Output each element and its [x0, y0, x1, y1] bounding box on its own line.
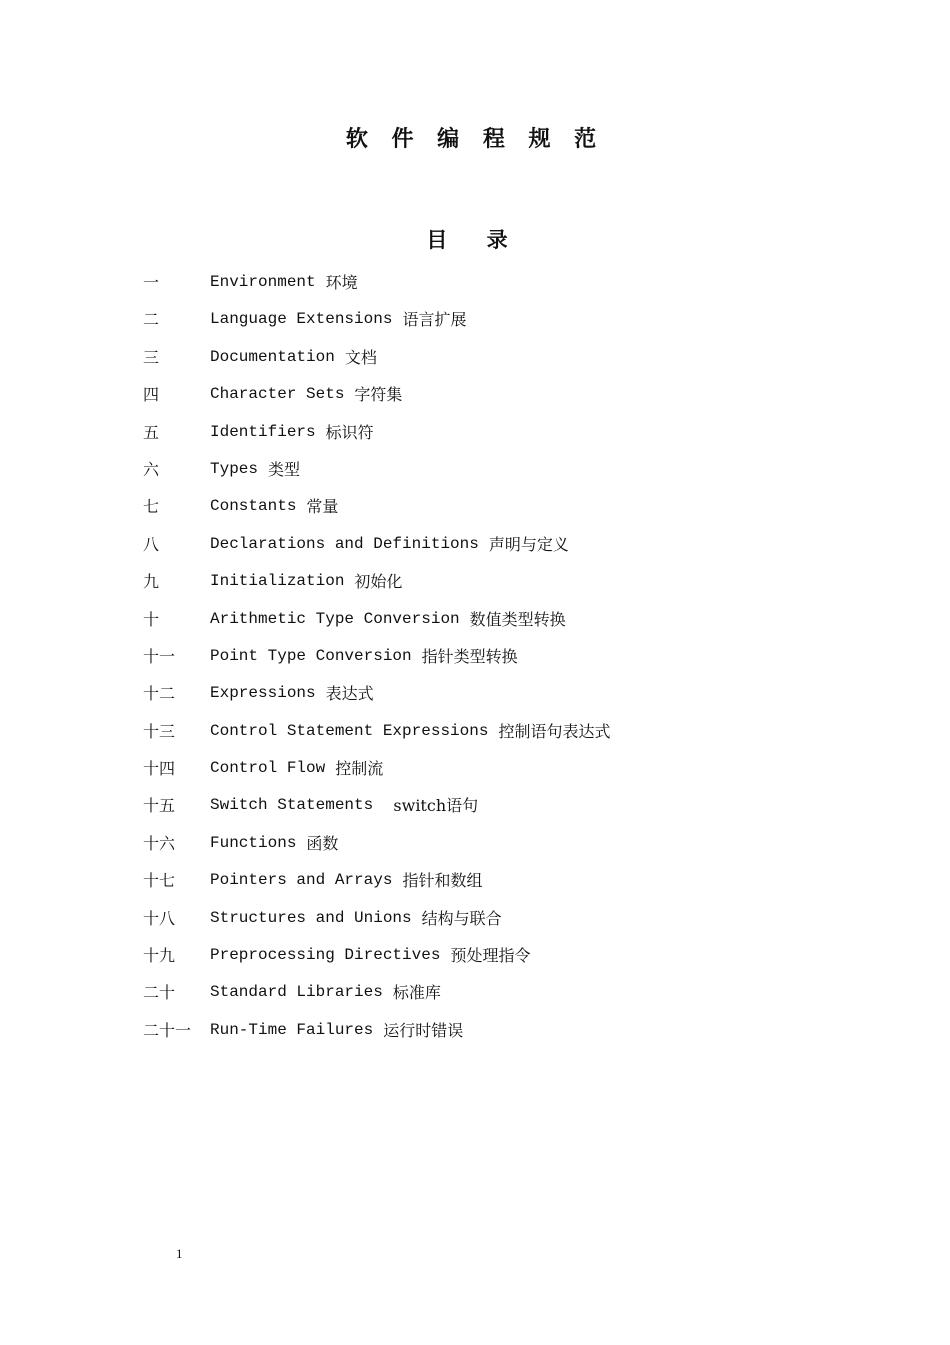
toc-item [143, 376, 863, 413]
toc-item-number: 十三 [143, 721, 176, 741]
toc-item [143, 339, 863, 376]
toc-item-number: 十五 [143, 796, 176, 816]
toc-item-number: 二 [143, 310, 160, 330]
toc-item-number: 五 [143, 422, 160, 442]
toc-item [143, 713, 863, 750]
toc-item-english-title: Constants [210, 497, 297, 516]
toc-item-english-title: Preprocessing Directives [210, 946, 441, 965]
toc-item-number: 六 [143, 459, 160, 479]
toc-item-chinese-title: switch语句 [383, 796, 479, 816]
toc-item-english-title: Language Extensions [210, 310, 393, 329]
table-of-contents [143, 264, 863, 1049]
toc-item-english-title: Character Sets [210, 385, 345, 404]
toc-item-number: 十四 [143, 759, 176, 779]
toc-item [143, 750, 863, 787]
toc-item-chinese-title: 控制流 [335, 759, 384, 779]
toc-item-number: 二十 [143, 983, 176, 1003]
toc-item-english-title: Documentation [210, 347, 335, 366]
toc-item-chinese-title: 控制语句表达式 [498, 721, 611, 741]
toc-item-english-title: Run-Time Failures [210, 1020, 374, 1039]
toc-item [143, 900, 863, 937]
toc-item-number: 十八 [143, 908, 176, 928]
toc-item-chinese-title: 预处理指令 [450, 946, 531, 966]
toc-item [143, 563, 863, 600]
toc-item-number: 七 [143, 497, 160, 517]
toc-item-chinese-title: 数值类型转换 [469, 609, 566, 629]
toc-item-english-title: Types [210, 459, 259, 478]
toc-item-chinese-title: 常量 [306, 497, 339, 517]
toc-item-chinese-title: 环境 [325, 273, 358, 292]
toc-item [143, 675, 863, 712]
toc-item-english-title: Point Type Conversion [210, 646, 412, 665]
toc-item [143, 488, 863, 525]
toc-item-english-title: Switch Statements [210, 796, 374, 815]
toc-item-chinese-title: 指针和数组 [402, 871, 483, 891]
toc-item-chinese-title: 类型 [268, 459, 301, 479]
toc-item-number: 十 [143, 609, 160, 629]
toc-item [143, 414, 863, 451]
toc-item-number: 九 [143, 572, 160, 592]
toc-item [143, 974, 863, 1011]
toc-item-english-title: Initialization [210, 572, 345, 591]
toc-item [143, 526, 863, 563]
toc-item [143, 787, 863, 824]
toc-item [143, 937, 863, 974]
toc-item-chinese-title: 标准库 [392, 983, 441, 1003]
toc-item [143, 825, 863, 862]
page-number: 1 [176, 1246, 183, 1261]
toc-item [143, 1012, 863, 1049]
toc-item-number: 八 [143, 534, 160, 554]
toc-item-english-title: Pointers and Arrays [210, 871, 393, 890]
toc-item-number: 十二 [143, 684, 176, 704]
toc-item-chinese-title: 运行时错误 [383, 1020, 464, 1040]
toc-item-english-title: Standard Libraries [210, 983, 383, 1002]
toc-item-english-title: Identifiers [210, 422, 316, 441]
toc-item-english-title: Control Flow [210, 759, 326, 778]
toc-item-english-title: Structures and Unions [210, 908, 412, 927]
toc-item-number: 十六 [143, 833, 176, 853]
toc-item [143, 862, 863, 899]
toc-item-number: 一 [143, 273, 160, 292]
document-title: 软 件 编 程 规 范 [345, 127, 605, 152]
toc-item [143, 601, 863, 638]
toc-item [143, 638, 863, 675]
toc-item-chinese-title: 标识符 [325, 422, 374, 442]
toc-item-english-title: Environment [210, 273, 316, 291]
toc-item-chinese-title: 语言扩展 [402, 310, 467, 330]
toc-item-number: 四 [143, 385, 160, 405]
toc-item-chinese-title: 指针类型转换 [421, 646, 518, 666]
toc-item-chinese-title: 初始化 [354, 572, 403, 592]
toc-item-chinese-title: 文档 [344, 347, 377, 367]
toc-item-chinese-title: 结构与联合 [421, 908, 502, 928]
toc-item-english-title: Declarations and Definitions [210, 534, 479, 553]
toc-item-chinese-title: 字符集 [354, 385, 403, 405]
toc-item-number: 三 [143, 347, 160, 367]
toc-item [143, 301, 863, 338]
toc-item-chinese-title: 函数 [306, 833, 339, 853]
toc-item-english-title: Control Statement Expressions [210, 721, 489, 740]
toc-item-english-title: Expressions [210, 684, 316, 703]
toc-item [143, 451, 863, 488]
toc-item-english-title: Functions [210, 833, 297, 852]
toc-item-number: 十七 [143, 871, 176, 891]
toc-item-number: 十九 [143, 946, 176, 966]
toc-item-number: 二十一 [143, 1020, 192, 1040]
toc-heading: 目 录 [426, 228, 524, 252]
toc-item-english-title: Arithmetic Type Conversion [210, 609, 460, 628]
toc-item-chinese-title: 表达式 [325, 684, 374, 704]
toc-item-number: 十一 [143, 646, 176, 666]
toc-item-chinese-title: 声明与定义 [488, 534, 569, 554]
toc-item [143, 264, 863, 301]
